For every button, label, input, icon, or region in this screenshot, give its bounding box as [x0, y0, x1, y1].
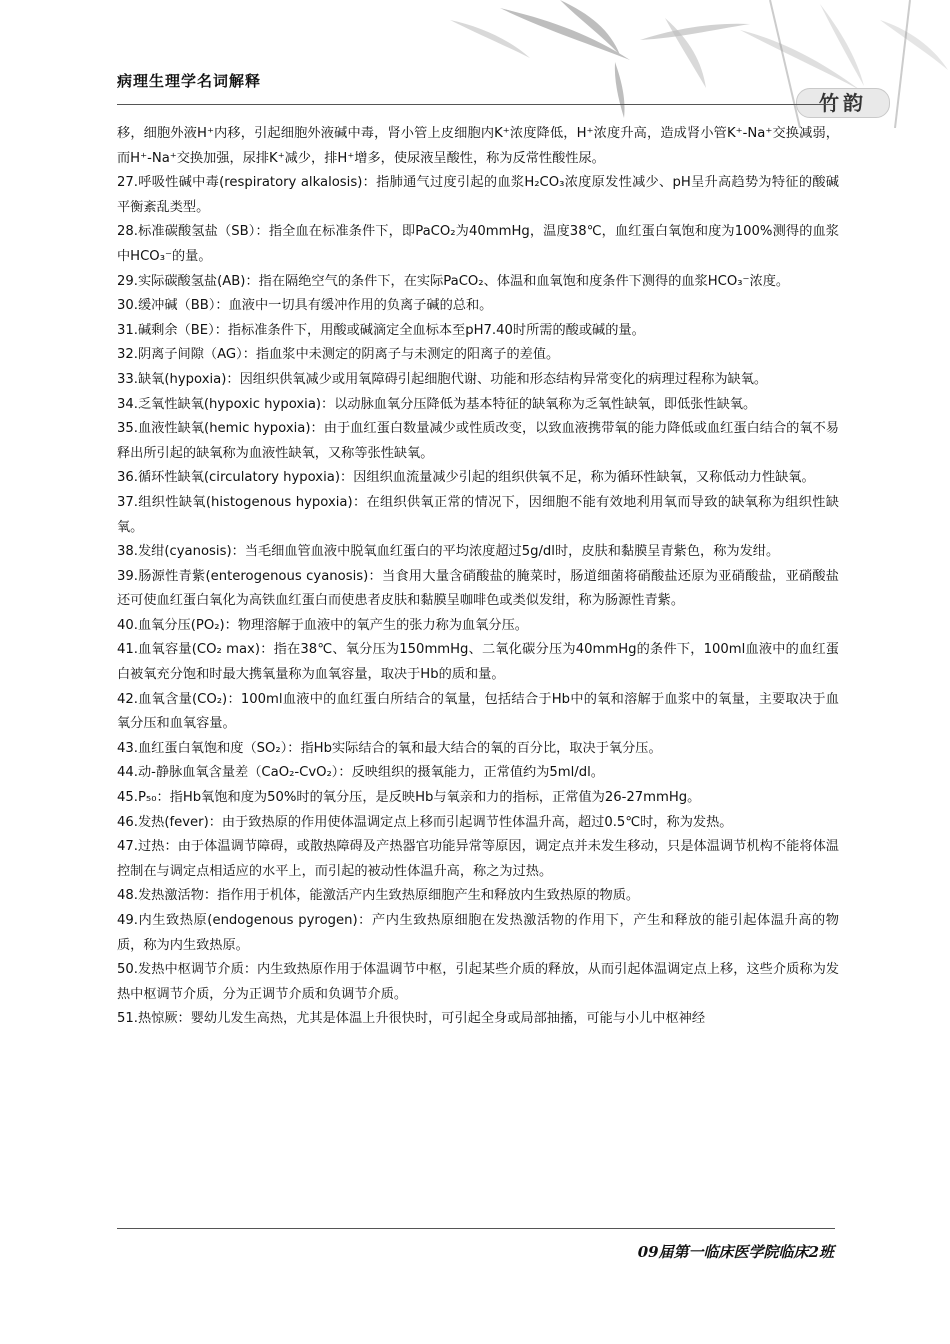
- paragraph: 41.血氧容量(CO₂ max)：指在38℃、氧分压为150mmHg、二氧化碳分压为40mmHg的条件下，100ml血液中的血红蛋白被氧充分饱和时最大携氧量称为血氧容量，取决于Hb的质和量。: [117, 642, 839, 683]
- paragraph: 45.P₅₀：指Hb氧饱和度为50%时的氧分压，是反映Hb与氧亲和力的指标，正常值为26-27mmHg。: [117, 790, 701, 806]
- paragraph: 33.缺氧(hypoxia)：因组织供氧减少或用氧障碍引起细胞代谢、功能和形态结构异常变化的病理过程称为缺氧。: [117, 371, 768, 387]
- logo-badge: 竹韵: [796, 88, 890, 118]
- paragraph: 移，细胞外液H⁺内移，引起细胞外液碱中毒，肾小管上皮细胞内K⁺浓度降低，H⁺浓度升高，造成肾小管K⁺-Na⁺交换减弱，而H⁺-Na⁺交换加强，尿排K⁺减少，排H⁺增多，使尿液呈酸性，称为反常性酸性尿。: [117, 126, 839, 166]
- paragraph: 29.实际碳酸氢盐(AB)：指在隔绝空气的条件下，在实际PaCO₂、体温和血氧饱和度条件下测得的血浆HCO₃⁻浓度。: [117, 273, 790, 289]
- paragraph: 34.乏氧性缺氧(hypoxic hypoxia)：以动脉血氧分压降低为基本特征的缺氧称为乏氧性缺氧，即低张性缺氧。: [117, 396, 757, 412]
- paragraph: 35.血液性缺氧(hemic hypoxia)：由于血红蛋白数量减少或性质改变，以致血液携带氧的能力降低或血红蛋白结合的氧不易释出所引起的缺氧称为血液性缺氧，又称等张性缺氧。: [117, 421, 839, 461]
- header-divider: [117, 104, 835, 105]
- paragraph: 37.组织性缺氧(histogenous hypoxia)：在组织供氧正常的情况下，因细胞不能有效地利用氧而导致的缺氧称为组织性缺氧。: [117, 494, 839, 535]
- paragraph: 47.过热：由于体温调节障碍，或散热障碍及产热器官功能异常等原因，调定点并未发生移动，只是体温调节机构不能将体温控制在与调定点相适应的水平上，而引起的被动性体温升高，称之为过热。: [117, 839, 839, 879]
- paragraph: 32.阴离子间隙（AG）：指血浆中未测定的阴离子与未测定的阳离子的差值。: [117, 347, 560, 363]
- header-title: 病理生理学名词解释: [117, 72, 262, 90]
- document-body: [117, 122, 839, 1032]
- footer-text: 09届第一临床医学院临床2班: [637, 1243, 834, 1261]
- paragraph: 44.动-静脉血氧含量差（CaO₂-CvO₂）：反映组织的摄氧能力，正常值约为5ml/dl。: [117, 765, 604, 781]
- paragraph: 49.内生致热原(endogenous pyrogen)：产内生致热原细胞在发热激活物的作用下，产生和释放的能引起体温升高的物质，称为内生致热原。: [117, 913, 839, 953]
- paragraph: 40.血氧分压(PO₂)：物理溶解于血液中的氧产生的张力称为血氧分压。: [117, 617, 528, 633]
- paragraph: 36.循环性缺氧(circulatory hypoxia)：因组织血流量减少引起的组织供氧不足，称为循环性缺氧，又称低动力性缺氧。: [117, 470, 815, 486]
- paragraph: 30.缓冲碱（BB）：血液中一切具有缓冲作用的负离子碱的总和。: [117, 298, 493, 314]
- paragraph: 42.血氧含量(CO₂)：100ml血液中的血红蛋白所结合的氧量，包括结合于Hb中的氧和溶解于血浆中的氧量，主要取决于血氧分压和血氧容量。: [117, 691, 839, 732]
- paragraph: 28.标准碳酸氢盐（SB）：指全血在标准条件下，即PaCO₂为40mmHg，温度38℃，血红蛋白氧饱和度为100%测得的血浆中HCO₃⁻的量。: [117, 224, 839, 264]
- footer-divider: [117, 1228, 835, 1229]
- paragraph: 27.呼吸性碱中毒(respiratory alkalosis)：指肺通气过度引起的血浆H₂CO₃浓度原发性减少、pH呈升高趋势为特征的酸碱平衡紊乱类型。: [117, 175, 839, 215]
- paragraph: 38.发绀(cyanosis)：当毛细血管血液中脱氧血红蛋白的平均浓度超过5g/dl时，皮肤和黏膜呈青紫色，称为发绀。: [117, 544, 780, 560]
- paragraph: 31.碱剩余（BE）：指标准条件下，用酸或碱滴定全血标本至pH7.40时所需的酸或碱的量。: [117, 322, 645, 338]
- paragraph: 51.热惊厥：婴幼儿发生高热，尤其是体温上升很快时，可引起全身或局部抽搐，可能与小儿中枢神经: [117, 1011, 706, 1027]
- paragraph: 46.发热(fever)：由于致热原的作用使体温调定点上移而引起调节性体温升高，超过0.5℃时，称为发热。: [117, 814, 733, 830]
- paragraph: 48.发热激活物：指作用于机体，能激活产内生致热原细胞产生和释放内生致热原的物质。: [117, 888, 640, 904]
- paragraph: 50.发热中枢调节介质：内生致热原作用于体温调节中枢，引起某些介质的释放，从而引起体温调定点上移，这些介质称为发热中枢调节介质，分为正调节介质和负调节介质。: [117, 962, 839, 1002]
- paragraph: 39.肠源性青紫(enterogenous cyanosis)：当食用大量含硝酸盐的腌菜时，肠道细菌将硝酸盐还原为亚硝酸盐，亚硝酸盐还可使血红蛋白氧化为高铁血红蛋白而使患者皮肤和黏膜呈咖啡色或类似发绀，称为肠源性青紫。: [117, 568, 839, 609]
- paragraph: 43.血红蛋白氧饱和度（SO₂）：指Hb实际结合的氧和最大结合的氧的百分比，取决于氧分压。: [117, 740, 662, 756]
